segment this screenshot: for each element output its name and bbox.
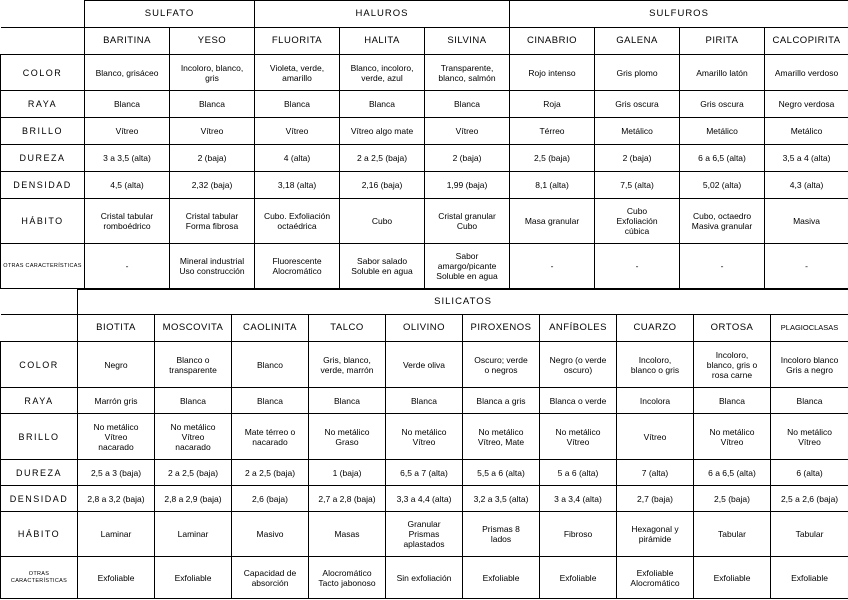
table-cell: 3,5 a 4 (alta) [765, 145, 848, 172]
table-cell: 3,3 a 4,4 (alta) [386, 486, 463, 512]
table-cell: 1 (baja) [309, 460, 386, 486]
table-cell: Incoloro, blanco, gris [170, 55, 255, 91]
table-cell: Cubo. Exfoliación octaédrica [255, 199, 340, 244]
table-cell: Violeta, verde, amarillo [255, 55, 340, 91]
table-cell: Exfoliable [155, 557, 232, 599]
table-cell: Blanca [309, 388, 386, 414]
group-header-row [1, 1, 848, 28]
table-cell: No metálico Vítreo [694, 414, 771, 460]
row-label: BRILLO [1, 118, 85, 145]
table-row [1, 118, 848, 145]
table-cell: Vítreo algo mate [340, 118, 425, 145]
table-cell: Exfoliable [463, 557, 540, 599]
table-cell: Incolora [617, 388, 694, 414]
table-cell: 5,5 a 6 (alta) [463, 460, 540, 486]
table-cell: No metálico Vítreo nacarado [78, 414, 155, 460]
mineral-header: ANFÍBOLES [540, 315, 617, 342]
table-cell: Blanca [425, 91, 510, 118]
mineral-header: GALENA [595, 28, 680, 55]
table-cell: Blanca o verde [540, 388, 617, 414]
table-cell: Exfoliable [78, 557, 155, 599]
table-cell: Metálico [595, 118, 680, 145]
table-cell: - [510, 244, 595, 289]
row-label: DENSIDAD [1, 486, 78, 512]
group-header-row [1, 290, 848, 315]
table-cell: Amarillo verdoso [765, 55, 848, 91]
table-cell: Vítreo [617, 414, 694, 460]
table-cell: Sin exfoliación [386, 557, 463, 599]
table-cell: Blanca [255, 91, 340, 118]
group-silicatos: SILICATOS [78, 290, 848, 315]
corner-cell [1, 315, 78, 342]
table-cell: Gris oscura [680, 91, 765, 118]
table-row [1, 55, 848, 91]
row-label: HÁBITO [1, 512, 78, 557]
table-row [1, 199, 848, 244]
mineral-header: PIROXENOS [463, 315, 540, 342]
table-row [1, 244, 848, 289]
table-cell: No metálico Vítreo, Mate [463, 414, 540, 460]
table-cell: No metálico Vítreo [771, 414, 848, 460]
table-cell: Fluorescente Alocromático [255, 244, 340, 289]
table-cell: 2,5 a 2,6 (baja) [771, 486, 848, 512]
table-cell: No metálico Vítreo [386, 414, 463, 460]
table-row [1, 512, 848, 557]
table-cell: 2,16 (baja) [340, 172, 425, 199]
table-cell: Blanca a gris [463, 388, 540, 414]
table-cell: Blanco, grisáceo [85, 55, 170, 91]
table-cell: 1,99 (baja) [425, 172, 510, 199]
table-cell: Exfoliable [540, 557, 617, 599]
table-cell: 7,5 (alta) [595, 172, 680, 199]
table-cell: Laminar [155, 512, 232, 557]
table-cell: 6 a 6,5 (alta) [680, 145, 765, 172]
table-cell: 5 a 6 (alta) [540, 460, 617, 486]
table-cell: 5,02 (alta) [680, 172, 765, 199]
table-cell: Cristal tabular Forma fibrosa [170, 199, 255, 244]
corner-cell [1, 290, 78, 315]
table-cell: Blanca [232, 388, 309, 414]
table-cell: Masa granular [510, 199, 595, 244]
mineral-header: CALCOPIRITA [765, 28, 848, 55]
row-label: HÁBITO [1, 199, 85, 244]
row-label: DENSIDAD [1, 172, 85, 199]
row-label: RAYA [1, 388, 78, 414]
table-cell: Vítreo [425, 118, 510, 145]
table-cell: 6,5 a 7 (alta) [386, 460, 463, 486]
table-cell: Blanco [232, 342, 309, 388]
table-cell: 2 (baja) [425, 145, 510, 172]
row-label: DUREZA [1, 460, 78, 486]
table-cell: Sabor salado Soluble en agua [340, 244, 425, 289]
row-label: OTRAS CARACTERÍSTICAS [1, 557, 78, 599]
table-row [1, 460, 848, 486]
table-cell: 6 (alta) [771, 460, 848, 486]
table-cell: 6 a 6,5 (alta) [694, 460, 771, 486]
table-cell: No metálico Vítreo nacarado [155, 414, 232, 460]
table-cell: Cristal granular Cubo [425, 199, 510, 244]
table-cell: Blanca [155, 388, 232, 414]
mineral-header: CAOLINITA [232, 315, 309, 342]
table-cell: Incoloro, blanco o gris [617, 342, 694, 388]
table-row [1, 388, 848, 414]
table-cell: Metálico [765, 118, 848, 145]
table-cell: - [680, 244, 765, 289]
table-cell: Gris plomo [595, 55, 680, 91]
table-row [1, 91, 848, 118]
table-cell: Prismas 8 lados [463, 512, 540, 557]
group-sulfato: SULFATO [85, 1, 255, 28]
table-cell: - [85, 244, 170, 289]
table-cell: Negro [78, 342, 155, 388]
table-row [1, 486, 848, 512]
table-cell: - [765, 244, 848, 289]
table-cell: 8,1 (alta) [510, 172, 595, 199]
table-row [1, 145, 848, 172]
corner-cell [1, 1, 85, 28]
table-cell: Blanca [771, 388, 848, 414]
table-cell: Blanco, incoloro, verde, azul [340, 55, 425, 91]
table-cell: Masas [309, 512, 386, 557]
table-cell: Masiva [765, 199, 848, 244]
table-cell: Mate térreo o nacarado [232, 414, 309, 460]
mineral-header: TALCO [309, 315, 386, 342]
table-cell: Blanca [85, 91, 170, 118]
table-cell: Exfoliable [771, 557, 848, 599]
table-cell: 4 (alta) [255, 145, 340, 172]
table-cell: Capacidad de absorción [232, 557, 309, 599]
table-cell: Blanca [386, 388, 463, 414]
mineral-header: BIOTITA [78, 315, 155, 342]
table-cell: Laminar [78, 512, 155, 557]
table-cell: 3,18 (alta) [255, 172, 340, 199]
table-cell: 3 a 3,4 (alta) [540, 486, 617, 512]
table-cell: Blanca [694, 388, 771, 414]
table-cell: Amarillo latón [680, 55, 765, 91]
table-cell: Oscuro; verde o negros [463, 342, 540, 388]
table-cell: Granular Prismas aplastados [386, 512, 463, 557]
table-cell: 2,5 a 3 (baja) [78, 460, 155, 486]
table-cell: 3 a 3,5 (alta) [85, 145, 170, 172]
table-cell: Exfoliable [694, 557, 771, 599]
table-row [1, 414, 848, 460]
table-cell: Gris, blanco, verde, marrón [309, 342, 386, 388]
table-cell: 2 (baja) [170, 145, 255, 172]
table-cell: 2 (baja) [595, 145, 680, 172]
table-cell: No metálico Vítreo [540, 414, 617, 460]
table-cell: Cubo Exfoliación cúbica [595, 199, 680, 244]
table-row [1, 342, 848, 388]
table-cell: 4,3 (alta) [765, 172, 848, 199]
table-cell: Blanca [170, 91, 255, 118]
table-cell: Metálico [680, 118, 765, 145]
table-cell: Cubo, octaedro Masiva granular [680, 199, 765, 244]
mineral-header-row [1, 28, 848, 55]
mineral-header: ORTOSA [694, 315, 771, 342]
table-cell: Incoloro blanco Gris a negro [771, 342, 848, 388]
mineral-header: HALITA [340, 28, 425, 55]
row-label: COLOR [1, 55, 85, 91]
table-cell: 2,5 (baja) [694, 486, 771, 512]
row-label: DUREZA [1, 145, 85, 172]
table-cell: 2 a 2,5 (baja) [340, 145, 425, 172]
table-cell: 2,32 (baja) [170, 172, 255, 199]
table-cell: 3,2 a 3,5 (alta) [463, 486, 540, 512]
table-row [1, 172, 848, 199]
table-cell: No metálico Graso [309, 414, 386, 460]
table-cell: Verde oliva [386, 342, 463, 388]
table-cell: Tabular [694, 512, 771, 557]
table-cell: 2,7 (baja) [617, 486, 694, 512]
table-cell: Roja [510, 91, 595, 118]
table-row [1, 557, 848, 599]
table-cell: Vítreo [255, 118, 340, 145]
table-cell: Alocromático Tacto jabonoso [309, 557, 386, 599]
table-cell: Hexagonal y pirámide [617, 512, 694, 557]
table-cell: Cristal tabular romboédrico [85, 199, 170, 244]
table-cell: - [595, 244, 680, 289]
mineral-header: MOSCOVITA [155, 315, 232, 342]
table-cell: Blanco o transparente [155, 342, 232, 388]
table-cell: Blanca [340, 91, 425, 118]
mineral-header: YESO [170, 28, 255, 55]
table-cell: Tabular [771, 512, 848, 557]
mineral-header: BARITINA [85, 28, 170, 55]
table-cell: Negro verdosa [765, 91, 848, 118]
group-sulfuros: SULFUROS [510, 1, 848, 28]
table-cell: Incoloro, blanco, gris o rosa carne [694, 342, 771, 388]
table-cell: Vítreo [170, 118, 255, 145]
table-cell: Transparente, blanco, salmón [425, 55, 510, 91]
mineral-header: CINABRIO [510, 28, 595, 55]
table-cell: Negro (o verde oscuro) [540, 342, 617, 388]
mineral-header: FLUORITA [255, 28, 340, 55]
row-label: BRILLO [1, 414, 78, 460]
table-cell: Térreo [510, 118, 595, 145]
table-cell: 2,6 (baja) [232, 486, 309, 512]
table-silicatos [0, 289, 848, 599]
mineral-header: CUARZO [617, 315, 694, 342]
mineral-header: SILVINA [425, 28, 510, 55]
table-cell: 7 (alta) [617, 460, 694, 486]
table-cell: Mineral industrial Uso construcción [170, 244, 255, 289]
row-label: COLOR [1, 342, 78, 388]
table-sulfato-haluros-sulfuros [0, 0, 848, 289]
table-cell: Cubo [340, 199, 425, 244]
table-cell: Sabor amargo/picante Soluble en agua [425, 244, 510, 289]
table-cell: Masivo [232, 512, 309, 557]
mineral-header-row [1, 315, 848, 342]
row-label: RAYA [1, 91, 85, 118]
row-label: OTRAS CARACTERÍSTICAS [1, 244, 85, 289]
corner-cell [1, 28, 85, 55]
mineral-header: PLAGIOCLASAS [771, 315, 848, 342]
table-cell: Exfoliable Alocromático [617, 557, 694, 599]
table-cell: 2,7 a 2,8 (baja) [309, 486, 386, 512]
table-cell: 2,8 a 2,9 (baja) [155, 486, 232, 512]
table-cell: 4,5 (alta) [85, 172, 170, 199]
table-cell: 2,5 (baja) [510, 145, 595, 172]
table-cell: Fibroso [540, 512, 617, 557]
group-haluros: HALUROS [255, 1, 510, 28]
table-cell: Gris oscura [595, 91, 680, 118]
table-cell: 2 a 2,5 (baja) [155, 460, 232, 486]
table-cell: 2,8 a 3,2 (baja) [78, 486, 155, 512]
table-cell: Vítreo [85, 118, 170, 145]
table-cell: 2 a 2,5 (baja) [232, 460, 309, 486]
table-cell: Marrón gris [78, 388, 155, 414]
table-cell: Rojo intenso [510, 55, 595, 91]
mineral-header: OLIVINO [386, 315, 463, 342]
mineral-header: PIRITA [680, 28, 765, 55]
